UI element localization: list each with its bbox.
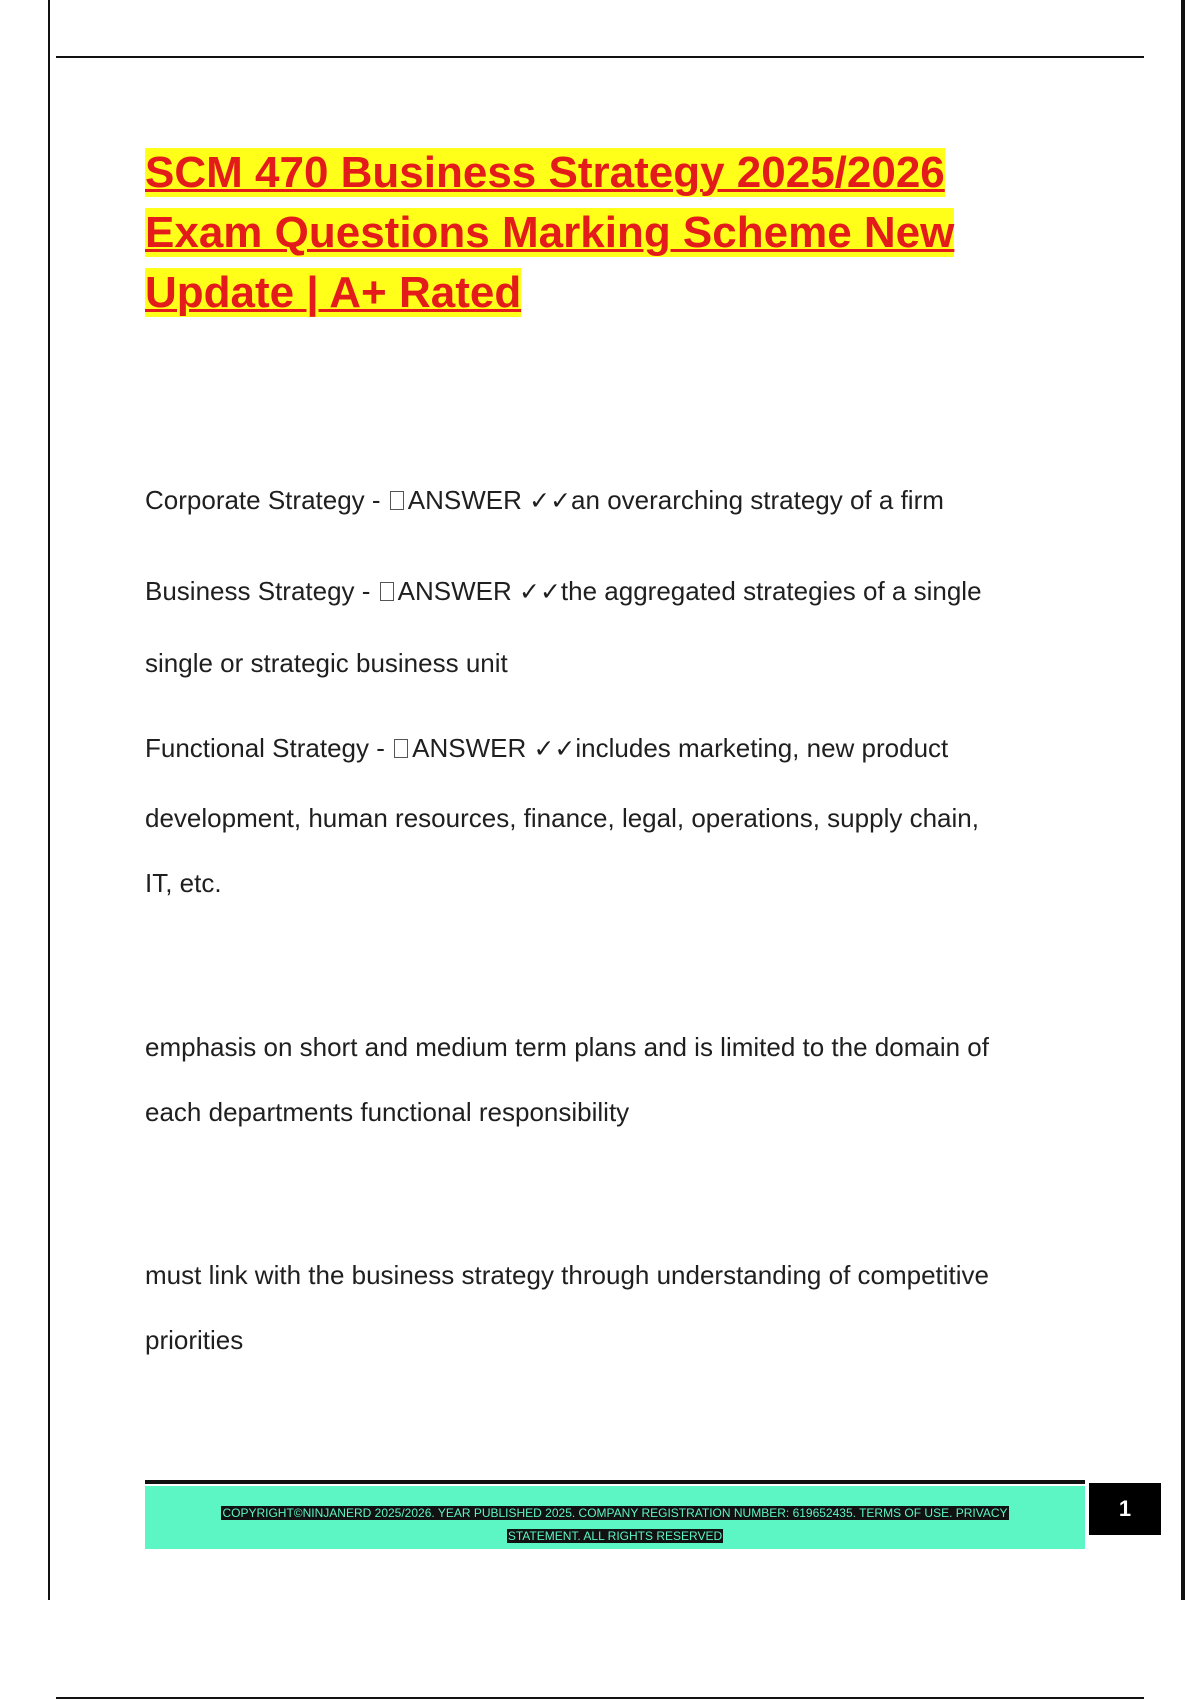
- qa-entry-functional-continued-2: IT, etc.: [145, 868, 222, 898]
- qa-entry-functional: [145, 734, 948, 763]
- entry-answer: an overarching strategy of a firm: [571, 485, 944, 515]
- answer-label: ANSWER: [407, 485, 522, 515]
- qa-entry-business: [145, 577, 982, 606]
- copyright-line-2: STATEMENT. ALL RIGHTS RESERVED: [507, 1529, 723, 1543]
- checkmark-icon: ✓✓: [529, 486, 572, 515]
- footer-copyright: [170, 1502, 1060, 1548]
- title-line-1: SCM 470 Business Strategy 2025/2026: [145, 148, 945, 197]
- footer-rule: [145, 1480, 1085, 1484]
- entry-term: Corporate Strategy -: [145, 485, 388, 515]
- missing-glyph-icon: [380, 582, 394, 601]
- checkmark-icon: ✓✓: [533, 734, 576, 763]
- qa-entry-business-continued: single or strategic business unit: [145, 648, 508, 678]
- answer-label: ANSWER: [412, 733, 527, 763]
- title-line-2: Exam Questions Marking Scheme New: [145, 208, 955, 257]
- paragraph-link-line-1: must link with the business strategy through understanding of competitive: [145, 1260, 990, 1290]
- title-line-3: Update | A+ Rated: [145, 268, 522, 317]
- document-title: [145, 143, 1075, 323]
- entry-term: Functional Strategy -: [145, 733, 393, 763]
- page-left-border: [48, 0, 50, 1600]
- missing-glyph-icon: [390, 491, 404, 510]
- entry-answer: the aggregated strategies of a single: [560, 576, 982, 606]
- page-right-border: [1181, 0, 1185, 1600]
- header-rule: [56, 56, 1144, 58]
- missing-glyph-icon: [394, 739, 408, 758]
- page-bottom-rule: [56, 1697, 1144, 1699]
- paragraph-emphasis-line-1: emphasis on short and medium term plans and is limited to the domain of: [145, 1032, 989, 1062]
- page-number: 1: [1089, 1483, 1161, 1535]
- entry-term: Business Strategy -: [145, 576, 378, 606]
- copyright-line-1: COPYRIGHT©NINJANERD 2025/2026. YEAR PUBLISHED 2025. COMPANY REGISTRATION NUMBER: 619652435. TERMS OF USE. PRIVACY: [222, 1506, 1008, 1520]
- answer-label: ANSWER: [397, 576, 512, 606]
- entry-answer: includes marketing, new product: [575, 733, 949, 763]
- qa-entry-functional-continued-1: development, human resources, finance, legal, operations, supply chain,: [145, 803, 979, 833]
- checkmark-icon: ✓✓: [519, 577, 561, 606]
- paragraph-emphasis-line-2: each departments functional responsibility: [145, 1097, 630, 1127]
- paragraph-link-line-2: priorities: [145, 1325, 244, 1355]
- qa-entry-corporate: [145, 486, 944, 515]
